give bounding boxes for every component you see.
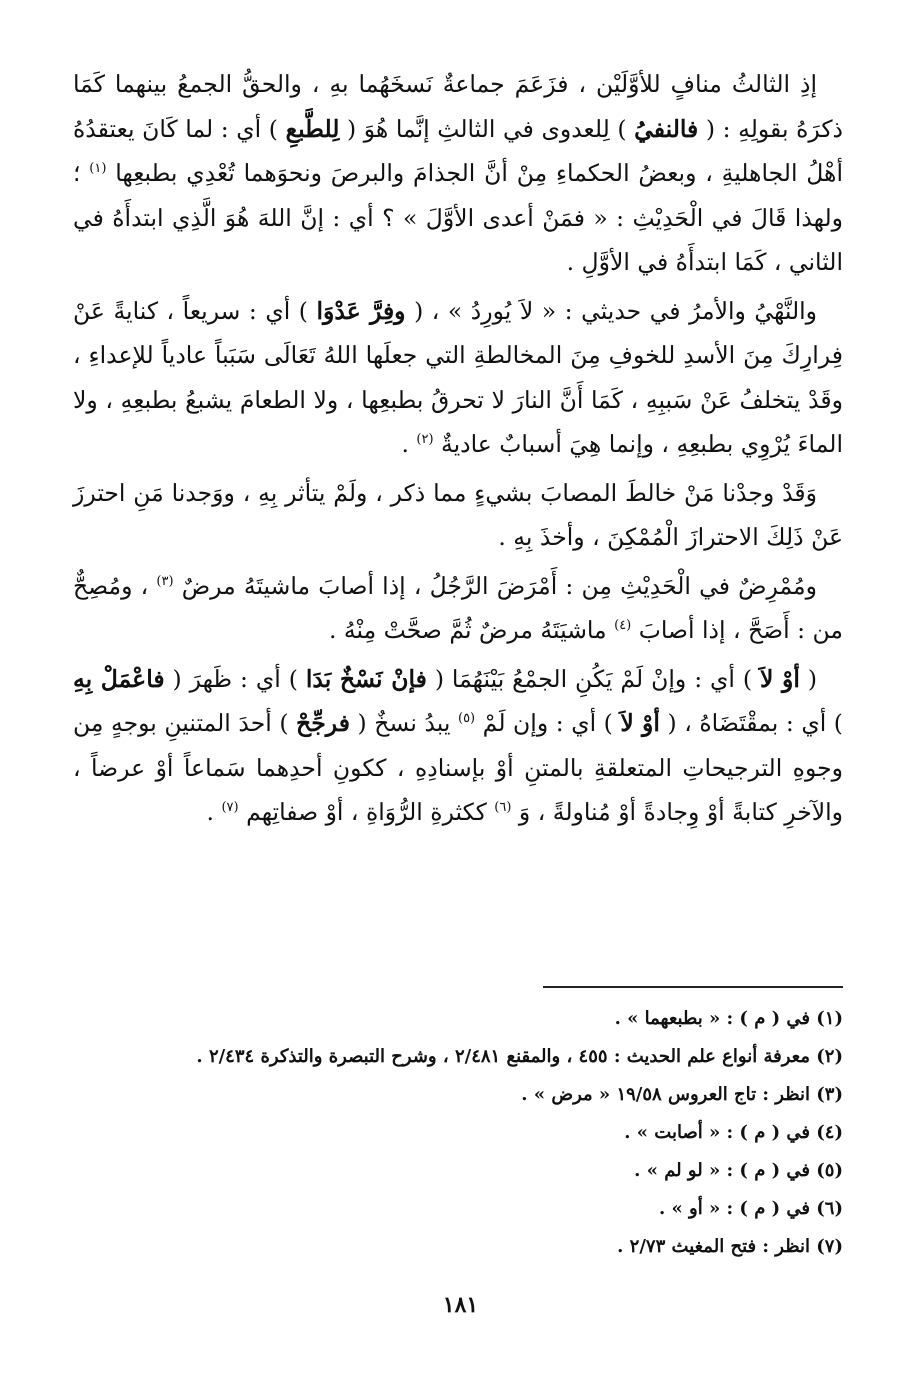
main-text — [73, 62, 843, 835]
matn-text: فرجِّحْ — [296, 709, 350, 737]
footnote-separator — [543, 986, 843, 988]
paragraph — [73, 564, 843, 653]
footnote: (٤) في ( م ) : « أصابت » . — [624, 1122, 843, 1143]
footnote-ref: (٦) — [494, 800, 512, 816]
text-segment: يبدُ نسخٌ ( — [349, 709, 458, 737]
matn-text: أوْ لاَ — [620, 709, 660, 737]
text-segment: ككثرةِ الرُّوَاةِ ، أوْ صفاتِهم — [238, 798, 495, 826]
matn-text: فاعْمَلْ بِهِ — [73, 664, 165, 693]
text-segment: ) أي : وإن لَمْ — [475, 709, 621, 737]
text-segment: ) أي : سريعاً ، كنايةً عَنْ فِرارِكَ مِنَ الأسدِ للخوفِ مِنَ المخالطةِ التي جعلَها اللهُ تَعَالَى سَبَباً عادياً للإعداءِ ، وقَدْ يتخلفُ عَنْ سَببِهِ ، كَمَا أَنَّ النارَ لا تحرقُ بطبعِها ، ولا الطعامَ يشبعُ بطبعِهِ ، ولا الماءَ يُرْوِي بطبعِهِ ، وإنما هِيَ أسبابٌ عاديةٌ — [73, 296, 843, 458]
text-segment: ) أي : ظَهرَ ( — [164, 664, 306, 693]
paragraph — [73, 62, 843, 285]
text-segment: ) لِلعدوى في الثالثِ إنَّما هُوَ ( — [339, 114, 635, 143]
footnote-ref: (٧) — [221, 800, 239, 816]
text-segment: وَقَدْ وجدْنا مَنْ خالطَ المصابَ بشيءٍ مما ذكر ، ولَمْ يتأثر بِهِ ، ووَجدنا مَنِ احترزَ عَنْ ذَلِكَ الاحترازَ الْمُمْكِنَ ، وأخذَ بِهِ . — [73, 478, 843, 551]
footnote: (٧) انظر : فتح المغيث ٢/٧٣ . — [617, 1236, 843, 1257]
footnote-ref: (٣) — [156, 573, 174, 589]
paragraph — [73, 289, 843, 467]
footnote-ref: (١) — [89, 161, 107, 177]
footnote-ref: (٢) — [416, 432, 434, 448]
footnote: (٦) في ( م ) : « أو » . — [658, 1198, 843, 1219]
text-segment: . — [401, 430, 417, 458]
footnote-ref: (٥) — [457, 711, 476, 727]
page-number: ١٨١ — [442, 1292, 479, 1318]
text-segment: ماشيَتَهُ مرضٌ ثُمَّ صحَّتْ مِنْهُ . — [328, 616, 615, 644]
matn-text: وفِرَّ عَدْوَا — [316, 296, 406, 325]
text-segment: ) أي : لما كَانَ يعتقدُهُ أهْلُ الجاهليةِ ، وبعضُ الحكماءِ مِنْ أنَّ الجذامَ والبرصَ ونحوَهما تُعْدِي بطبعِها — [73, 114, 843, 187]
text-segment: ( — [799, 664, 818, 693]
text-segment: . — [206, 798, 222, 826]
text-segment: إذِ الثالثُ منافٍ للأوَّلَيْن ، فزَعَمَ جماعةٌ نَسخَهُما بهِ ، والحقُّ الجمعُ بينهما كَمَا ذكرَهُ بقولِهِ : ( — [73, 70, 844, 143]
text-segment: ومُمْرِضٌ في الْحَدِيْثِ مِن : أَمْرَضَ الرَّجُلُ ، إذا أصابَ ماشيتَهُ مرضٌ — [173, 571, 817, 600]
text-segment: ) أحدَ المتنينِ بوجهٍ مِن وجوهِ الترجيحاتِ المتعلقةِ بالمتنِ أوْ بإسنادِهِ ، ككونِ أحدِهما سَماعاً أوْ عرضاً ، والآخرِ كتابةً أوْ وِجادةً أوْ مُناولةً ، وَ — [73, 709, 843, 826]
footnote: (٥) في ( م ) : « لو لم » . — [634, 1160, 843, 1181]
text-segment: ؛ ولهذا قَالَ في الْحَدِيْثِ : « فمَنْ أعدى الأوَّلَ » ؟ أي : إنَّ اللهَ هُوَ الَّذِي ابتدأَهُ في الثاني ، كَمَا ابتدأَهُ في الأوَّلِ . — [73, 159, 843, 276]
matn-text: فالنفيُ — [634, 114, 699, 143]
text-segment: ) أي : بمقْتَضَاهُ ، ( — [659, 709, 843, 737]
text-segment: ) أي : وإنْ لَمْ يَكُنِ الجمْعُ بَيْنَهُمَا ( — [426, 664, 760, 693]
paragraph — [73, 471, 843, 560]
footnote: (٣) انظر : تاج العروس ١٩/٥٨ « مرض » . — [521, 1084, 843, 1105]
footnote: (١) في ( م ) : « بطبعهما » . — [614, 1008, 843, 1029]
matn-text: فإنْ نَسْخٌ بَدَا — [305, 664, 427, 693]
paragraph — [73, 657, 843, 835]
text-segment: ، ومُصِحٌّ من : أَصَحَّ ، إذا أصابَ — [73, 571, 843, 644]
matn-text: لِلطَّبعِ — [285, 114, 340, 143]
footnotes-list — [73, 1000, 843, 1266]
footnote: (٢) معرفة أنواع علم الحديث : ٤٥٥ ، والمقنع ٢/٤٨١ ، وشرح التبصرة والتذكرة ٢/٤٣٤ . — [196, 1046, 843, 1067]
matn-text: أوْ لاَ — [760, 664, 800, 693]
footnote-ref: (٤) — [614, 618, 632, 634]
text-segment: والنَّهْيُ والأمرُ في حديثي : « لاَ يُورِدُ » ، ( — [405, 296, 817, 325]
